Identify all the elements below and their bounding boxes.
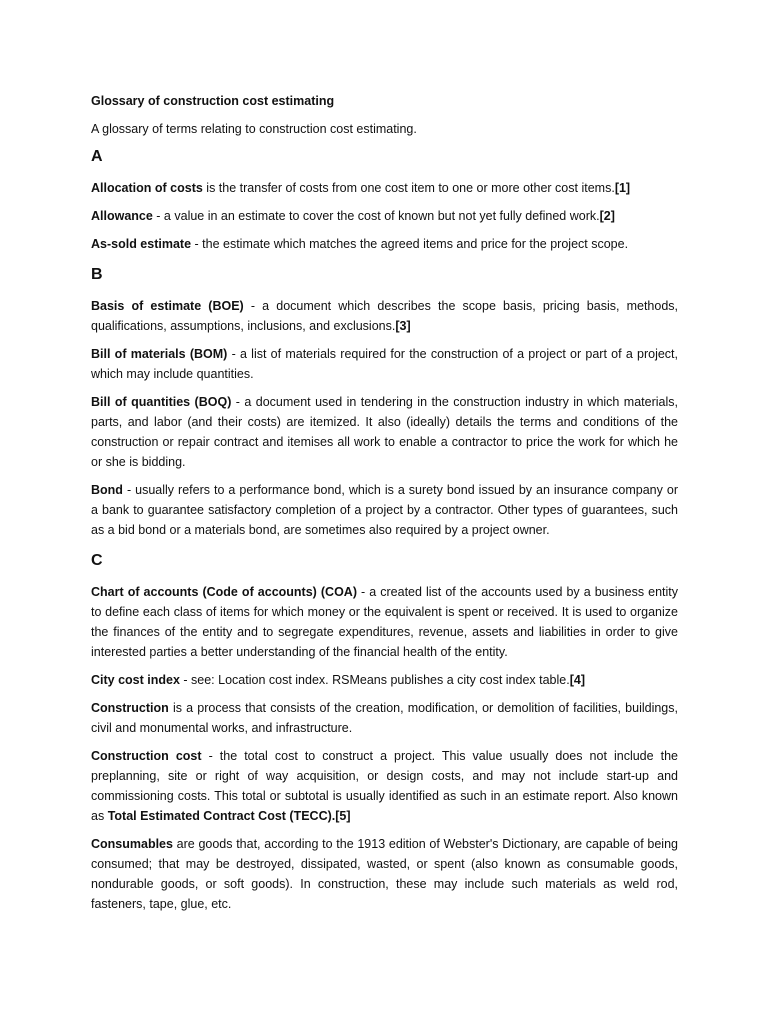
glossary-definition: - see: Location cost index. RSMeans publishes a city cost index table. xyxy=(179,673,570,687)
glossary-term: Allocation of costs xyxy=(91,181,203,195)
glossary-entry-allowance xyxy=(91,206,678,226)
glossary-term: Bill of materials (BOM) xyxy=(91,347,228,361)
citation-ref[interactable]: [3] xyxy=(395,319,411,333)
section-letter-b: B xyxy=(91,266,103,283)
glossary-entry-consumables xyxy=(91,834,678,914)
glossary-term: Bill of quantities (BOQ) xyxy=(91,395,232,409)
glossary-alias: Total Estimated Contract Cost (TECC). xyxy=(107,809,336,823)
document-page xyxy=(91,92,678,922)
citation-ref[interactable]: [5] xyxy=(335,809,351,823)
glossary-entry-city-cost-index xyxy=(91,670,678,690)
glossary-entry-chart-of-accounts xyxy=(91,582,678,662)
glossary-definition: - a document used in tendering in the construction industry in which materials, parts, and labor (and their costs) are itemized. It also (ideally) details the terms and conditions of the construction or repair contract and itemises all work to enable a contractor to price the work for which he or she is bidding. xyxy=(91,395,678,469)
glossary-definition: is a process that consists of the creation, modification, or demolition of facilities, buildings, civil and monumental works, and infrastructure. xyxy=(91,701,678,735)
glossary-definition: - the total cost to construct a project. This value usually does not include the preplanning, site or right of way acquisition, or design costs, and may not include start-up and commissioning costs. This total or subtotal is usually identified as such in an estimate report. Also known as xyxy=(91,749,679,823)
glossary-definition: - a document which describes the scope basis, pricing basis, methods, qualifications, assumptions, inclusions, and exclusions. xyxy=(91,299,678,333)
glossary-definition: - a created list of the accounts used by a business entity to define each class of items for which money or the equivalent is spent or received. It is used to organize the finances of the entity and to segregate expenditures, revenue, assets and liabilities in order to give interested parties a better understanding of the financial health of the entity. xyxy=(91,585,678,659)
glossary-definition: - the estimate which matches the agreed items and price for the project scope. xyxy=(191,237,629,251)
glossary-entry-as-sold-estimate xyxy=(91,234,678,254)
section-letter-c: C xyxy=(91,552,103,569)
section-letter-a: A xyxy=(91,148,103,165)
glossary-definition: is the transfer of costs from one cost item to one or more other cost items. xyxy=(202,181,615,195)
citation-ref[interactable]: [1] xyxy=(614,181,631,195)
glossary-definition: are goods that, according to the 1913 edition of Webster's Dictionary, are capable of being consumed; that may be destroyed, dissipated, wasted, or spent (also known as consumable goods, nondurable goods, or soft goods). In construction, these may include such materials as weld rod, fasteners, tape, glue, etc. xyxy=(91,837,678,911)
glossary-entry-bond xyxy=(91,480,678,540)
glossary-term: Basis of estimate (BOE) xyxy=(91,299,244,313)
glossary-term: City cost index xyxy=(91,673,180,687)
glossary-definition: - a list of materials required for the construction of a project or part of a project, which may include quantities. xyxy=(91,347,679,381)
glossary-definition: - usually refers to a performance bond, which is a surety bond issued by an insurance company or a bank to guarantee satisfactory completion of a project by a contractor. Other types of guarantees, such as a bid bond or a materials bond, are sometimes also required by a project owner. xyxy=(91,483,678,537)
glossary-term: Construction cost xyxy=(91,749,202,763)
glossary-entry-allocation-of-costs xyxy=(91,178,678,198)
document-title: Glossary of construction cost estimating xyxy=(91,94,335,108)
glossary-term: As-sold estimate xyxy=(91,237,192,251)
glossary-definition: - a value in an estimate to cover the cost of known but not yet fully defined work. xyxy=(152,209,600,223)
glossary-entry-construction xyxy=(91,698,678,738)
glossary-term: Bond xyxy=(91,483,123,497)
glossary-term: Chart of accounts (Code of accounts) (COA) xyxy=(91,585,357,599)
document-intro: A glossary of terms relating to construction cost estimating. xyxy=(91,122,417,136)
glossary-term: Construction xyxy=(91,701,169,715)
glossary-entry-bill-of-materials xyxy=(91,344,678,384)
glossary-entry-construction-cost xyxy=(91,746,678,826)
citation-ref[interactable]: [2] xyxy=(599,209,615,223)
glossary-term: Consumables xyxy=(91,837,173,851)
citation-ref[interactable]: [4] xyxy=(569,673,585,687)
glossary-entry-basis-of-estimate xyxy=(91,296,678,336)
glossary-term: Allowance xyxy=(91,209,153,223)
glossary-entry-bill-of-quantities xyxy=(91,392,678,472)
